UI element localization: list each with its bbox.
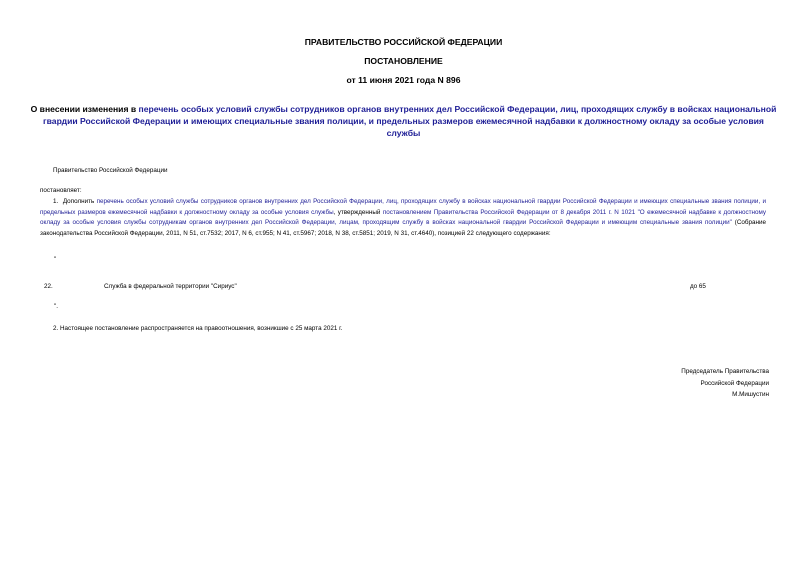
- government-heading: ПРАВИТЕЛЬСТВО РОССИЙСКОЙ ФЕДЕРАЦИИ: [304, 37, 503, 47]
- item-1-number: 1.: [53, 198, 59, 205]
- signature-position-line2: Российской Федерации: [700, 379, 769, 387]
- title-link[interactable]: перечень особых условий службы сотрудников органов внутренних дел Российской Федерации, лиц, проходящих службу в войсках национальной гвардии Российской Федерации и имеющих специальные звания полиции, и предельных размеров ежемесячной надбавки к должностному окладу за особые условия службы: [43, 104, 777, 138]
- document-type: ПОСТАНОВЛЕНИЕ: [364, 56, 443, 66]
- list-link[interactable]: перечень особых условий службы сотрудников органов внутренних дел Российской Федерации, лиц, проходящих службу в войсках национальной гвардии Российской Федерации и имеющих специальные звания полиции, и предельных размеров ежемесячной надбавки к должностному окладу за особые условия службы: [40, 198, 766, 216]
- item-1-lead: Дополнить: [62, 198, 97, 205]
- signature-block: [681, 366, 769, 401]
- signature-position-line1: Председатель Правительства: [681, 368, 769, 375]
- signature-name: М.Мишустин: [732, 391, 769, 398]
- document-date-number: от 11 июня 2021 года N 896: [346, 75, 461, 85]
- document-title: [28, 103, 779, 139]
- quote-open: ": [54, 256, 57, 263]
- title-prefix: О внесении изменения в: [30, 104, 139, 114]
- item-1-paragraph: [40, 197, 766, 239]
- item-1-tail: (Собрание законодательства Российской Федерации, 2011, N 51, ст.7532; 2017, N 6, ст.955; N 41, ст.5967; 2018, N 38, ст.5851; 2019, N 31, ст.4640), позицией 22 следующего содержания:: [40, 219, 766, 237]
- item-1-mid: , утвержденный: [333, 208, 383, 216]
- row-number: 22.: [44, 283, 53, 290]
- row-service-name: Служба в федеральной территории "Сириус": [104, 283, 237, 290]
- quote-close: ".: [54, 303, 58, 310]
- row-amount: до 65: [690, 283, 706, 290]
- item-2-paragraph: 2. Настоящее постановление распространяется на правоотношения, возникшие с 25 марта 2021 г.: [53, 325, 343, 332]
- resolution-link[interactable]: постановлением Правительства Российской Федерации от 8 декабря 2011 г. N 1021 "О ежемесячной надбавке к должностному окладу за особые условия службы сотрудникам органов внутренних дел Российской Федерации, лицам, проходящим службу в войсках национальной гвардии Российской Федерации и имеющим специальные звания полиции": [40, 208, 767, 226]
- resolves-text: постановляет:: [40, 187, 82, 194]
- intro-text: Правительство Российской Федерации: [53, 167, 168, 174]
